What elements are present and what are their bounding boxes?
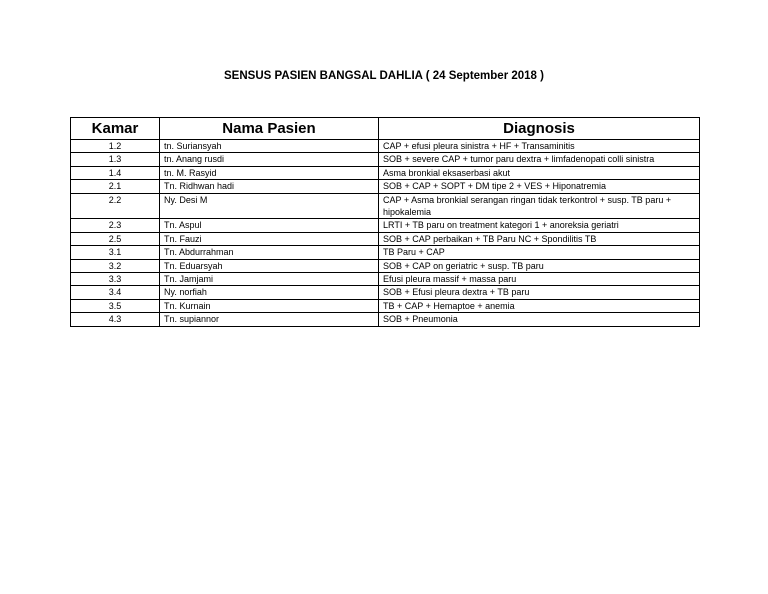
table-row: [71, 299, 700, 312]
table-row: [71, 246, 700, 259]
cell-room: 2.3: [71, 219, 160, 232]
header-room: Kamar: [71, 118, 160, 140]
cell-name: tn. M. Rasyid: [160, 166, 379, 179]
table-row: [71, 273, 700, 286]
cell-room: 3.3: [71, 273, 160, 286]
cell-room: 3.4: [71, 286, 160, 299]
cell-name: Tn. Eduarsyah: [160, 259, 379, 272]
table-row: [71, 259, 700, 272]
cell-name: Ny. Desi M: [160, 193, 379, 219]
cell-name: Tn. Fauzi: [160, 232, 379, 245]
cell-name: tn. Suriansyah: [160, 140, 379, 153]
cell-name: Tn. Kurnain: [160, 299, 379, 312]
cell-room: 2.5: [71, 232, 160, 245]
header-name: Nama Pasien: [160, 118, 379, 140]
table-row: [71, 140, 700, 153]
cell-room: 3.1: [71, 246, 160, 259]
table-header-row: [71, 118, 700, 140]
cell-room: 3.2: [71, 259, 160, 272]
cell-diagnosis: SOB + CAP + SOPT + DM tipe 2 + VES + Hiponatremia: [379, 180, 700, 193]
cell-room: 2.1: [71, 180, 160, 193]
cell-diagnosis: CAP + Asma bronkial serangan ringan tidak terkontrol + susp. TB paru + hipokalemia: [379, 193, 700, 219]
cell-name: Tn. Jamjami: [160, 273, 379, 286]
cell-room: 3.5: [71, 299, 160, 312]
cell-room: 1.2: [71, 140, 160, 153]
cell-name: Tn. Aspul: [160, 219, 379, 232]
cell-diagnosis: CAP + efusi pleura sinistra + HF + Transaminitis: [379, 140, 700, 153]
table-row: [71, 286, 700, 299]
cell-name: Tn. Abdurrahman: [160, 246, 379, 259]
cell-diagnosis: TB + CAP + Hemaptoe + anemia: [379, 299, 700, 312]
cell-diagnosis: LRTI + TB paru on treatment kategori 1 + anoreksia geriatri: [379, 219, 700, 232]
table-row: [71, 232, 700, 245]
cell-room: 1.3: [71, 153, 160, 166]
cell-diagnosis: SOB + Efusi pleura dextra + TB paru: [379, 286, 700, 299]
cell-diagnosis: Efusi pleura massif + massa paru: [379, 273, 700, 286]
cell-diagnosis: TB Paru + CAP: [379, 246, 700, 259]
cell-name: Ny. norfiah: [160, 286, 379, 299]
table-row: [71, 166, 700, 179]
table-row: [71, 180, 700, 193]
cell-room: 4.3: [71, 313, 160, 326]
patient-census-table: [70, 117, 700, 327]
document-title: SENSUS PASIEN BANGSAL DAHLIA ( 24 September 2018 ): [224, 70, 544, 82]
cell-name: tn. Anang rusdi: [160, 153, 379, 166]
cell-name: Tn. supiannor: [160, 313, 379, 326]
cell-diagnosis: SOB + CAP perbaikan + TB Paru NC + Spondilitis TB: [379, 232, 700, 245]
cell-diagnosis: SOB + severe CAP + tumor paru dextra + limfadenopati colli sinistra: [379, 153, 700, 166]
cell-diagnosis: SOB + Pneumonia: [379, 313, 700, 326]
cell-diagnosis: SOB + CAP on geriatric + susp. TB paru: [379, 259, 700, 272]
cell-room: 1.4: [71, 166, 160, 179]
cell-room: 2.2: [71, 193, 160, 219]
table-row: [71, 313, 700, 326]
table-row: [71, 219, 700, 232]
header-diagnosis: Diagnosis: [379, 118, 700, 140]
cell-name: Tn. Ridhwan hadi: [160, 180, 379, 193]
table-row: [71, 153, 700, 166]
table-row: [71, 193, 700, 219]
cell-diagnosis: Asma bronkial eksaserbasi akut: [379, 166, 700, 179]
